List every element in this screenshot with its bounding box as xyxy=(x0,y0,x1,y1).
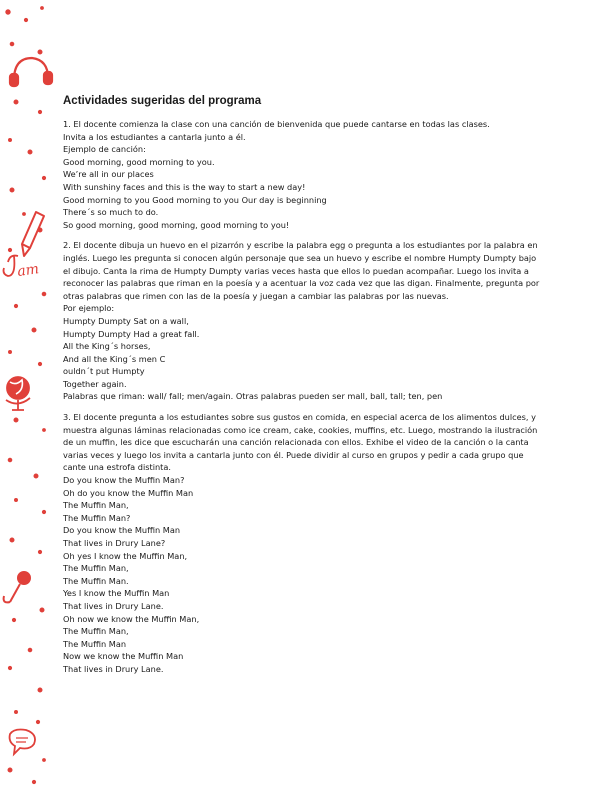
song-line: The Muffin Man xyxy=(63,638,127,649)
song-line: Ejemplo de canción: xyxy=(63,144,146,155)
song-line: The Muffin Man, xyxy=(63,626,129,637)
song-line: Oh now we know the Muffin Man, xyxy=(63,613,200,624)
headphones-icon xyxy=(10,58,52,86)
song-line: Oh yes I know the Muffin Man, xyxy=(63,550,188,561)
decorative-margin-strip xyxy=(0,0,60,800)
song-line: Yes I know the Muffin Man xyxy=(63,588,170,599)
rhyme-line: All the King´s horses, xyxy=(63,341,151,352)
page-title: Actividades sugeridas del programa xyxy=(63,95,262,107)
song-line: Oh do you know the Muffin Man xyxy=(63,487,194,498)
pencil-icon xyxy=(22,212,44,256)
song-line: That lives in Drury Lane. xyxy=(63,663,164,674)
jam-lettering xyxy=(4,256,40,280)
song-line: So good morning, good morning, good morning to you! xyxy=(63,219,290,230)
song-line: Good morning to you Good morning to you Our day is beginning xyxy=(63,194,327,205)
song-line: The Muffin Man, xyxy=(63,563,129,574)
rhyme-line: Humpty Dumpty Had a great fall. xyxy=(63,328,200,339)
speech-bubble-icon xyxy=(10,730,35,755)
activity-2-intro: 2. El docente dibuja un huevo en el pizarrón y escribe la palabra egg o pregunta a los estudiantes por la palabra en inglés. Luego les pregunta si conocen algún personaje que sea un huevo y escribe el nombre Humpty Dumpty bajo el dibujo. Canta la rima de Humpty Dumpty varias veces hasta que ellos lo puedan acompañar. Luego los invita a reconocer las palabras que riman en la poesía y a acentuar la voz cada vez que las digan. Finalmente, pregunta por otras palabras que rimen con las de la poesía y juegan a cambiar las palabras por las nuevas. xyxy=(63,240,540,301)
rhyme-line: And all the King´s men C xyxy=(63,353,166,364)
song-line: Invita a los estudiantes a cantarla junto a él. xyxy=(63,131,246,142)
song-line: Do you know the Muffin Man? xyxy=(63,475,185,486)
activity-1-intro: 1. El docente comienza la clase con una canción de bienvenida que puede cantarse en todas las clases. xyxy=(63,119,490,129)
activities-document xyxy=(63,94,541,676)
rhyme-line: Together again. xyxy=(63,378,127,389)
song-line: The Muffin Man? xyxy=(63,512,131,523)
activity-3-intro: 3. El docente pregunta a los estudiantes sobre sus gustos en comida, en especial acerca de los alimentos dulces, y muestra algunas láminas relacionadas como ice cream, cake, cookies, muffins, etc. Luego, mostrando la ilustración de un muffin, les dice que escucharán una canción relacionada con ellos. Exhibe el video de la canción o la canta varias veces y luego los invita a cantarla junto con él. Puede dividir al curso en grupos y pedir a cada grupo que cante una estrofa distinta. xyxy=(63,412,538,473)
song-line: That lives in Drury Lane? xyxy=(63,538,166,548)
song-line: Now we know the Muffin Man xyxy=(63,651,184,662)
song-line: The Muffin Man, xyxy=(63,500,129,511)
activity-2 xyxy=(63,239,541,403)
song-line: With sunshiny faces and this is the way to start a new day! xyxy=(63,181,306,192)
rhyme-line: Por ejemplo: xyxy=(63,303,115,314)
activity-1 xyxy=(63,118,541,231)
rhyme-line: ouldn´t put Humpty xyxy=(63,366,145,377)
activity-3 xyxy=(63,411,541,675)
song-line: There´s so much to do. xyxy=(63,207,159,218)
rhyme-line: Humpty Dumpty Sat on a wall, xyxy=(63,315,189,326)
rhyme-line: Palabras que riman: wall/ fall; men/again. Otras palabras pueden ser mall, ball, tall; ten, pen xyxy=(63,391,443,402)
song-line: Good morning, good morning to you. xyxy=(63,156,215,167)
song-line: The Muffin Man. xyxy=(63,575,129,586)
microphone-icon xyxy=(4,572,30,602)
song-line: That lives in Drury Lane. xyxy=(63,600,164,611)
song-line: We’re all in our places xyxy=(63,169,154,180)
globe-icon xyxy=(6,377,30,410)
song-line: Do you know the Muffin Man xyxy=(63,525,181,536)
svg-text:am: am xyxy=(16,261,40,280)
